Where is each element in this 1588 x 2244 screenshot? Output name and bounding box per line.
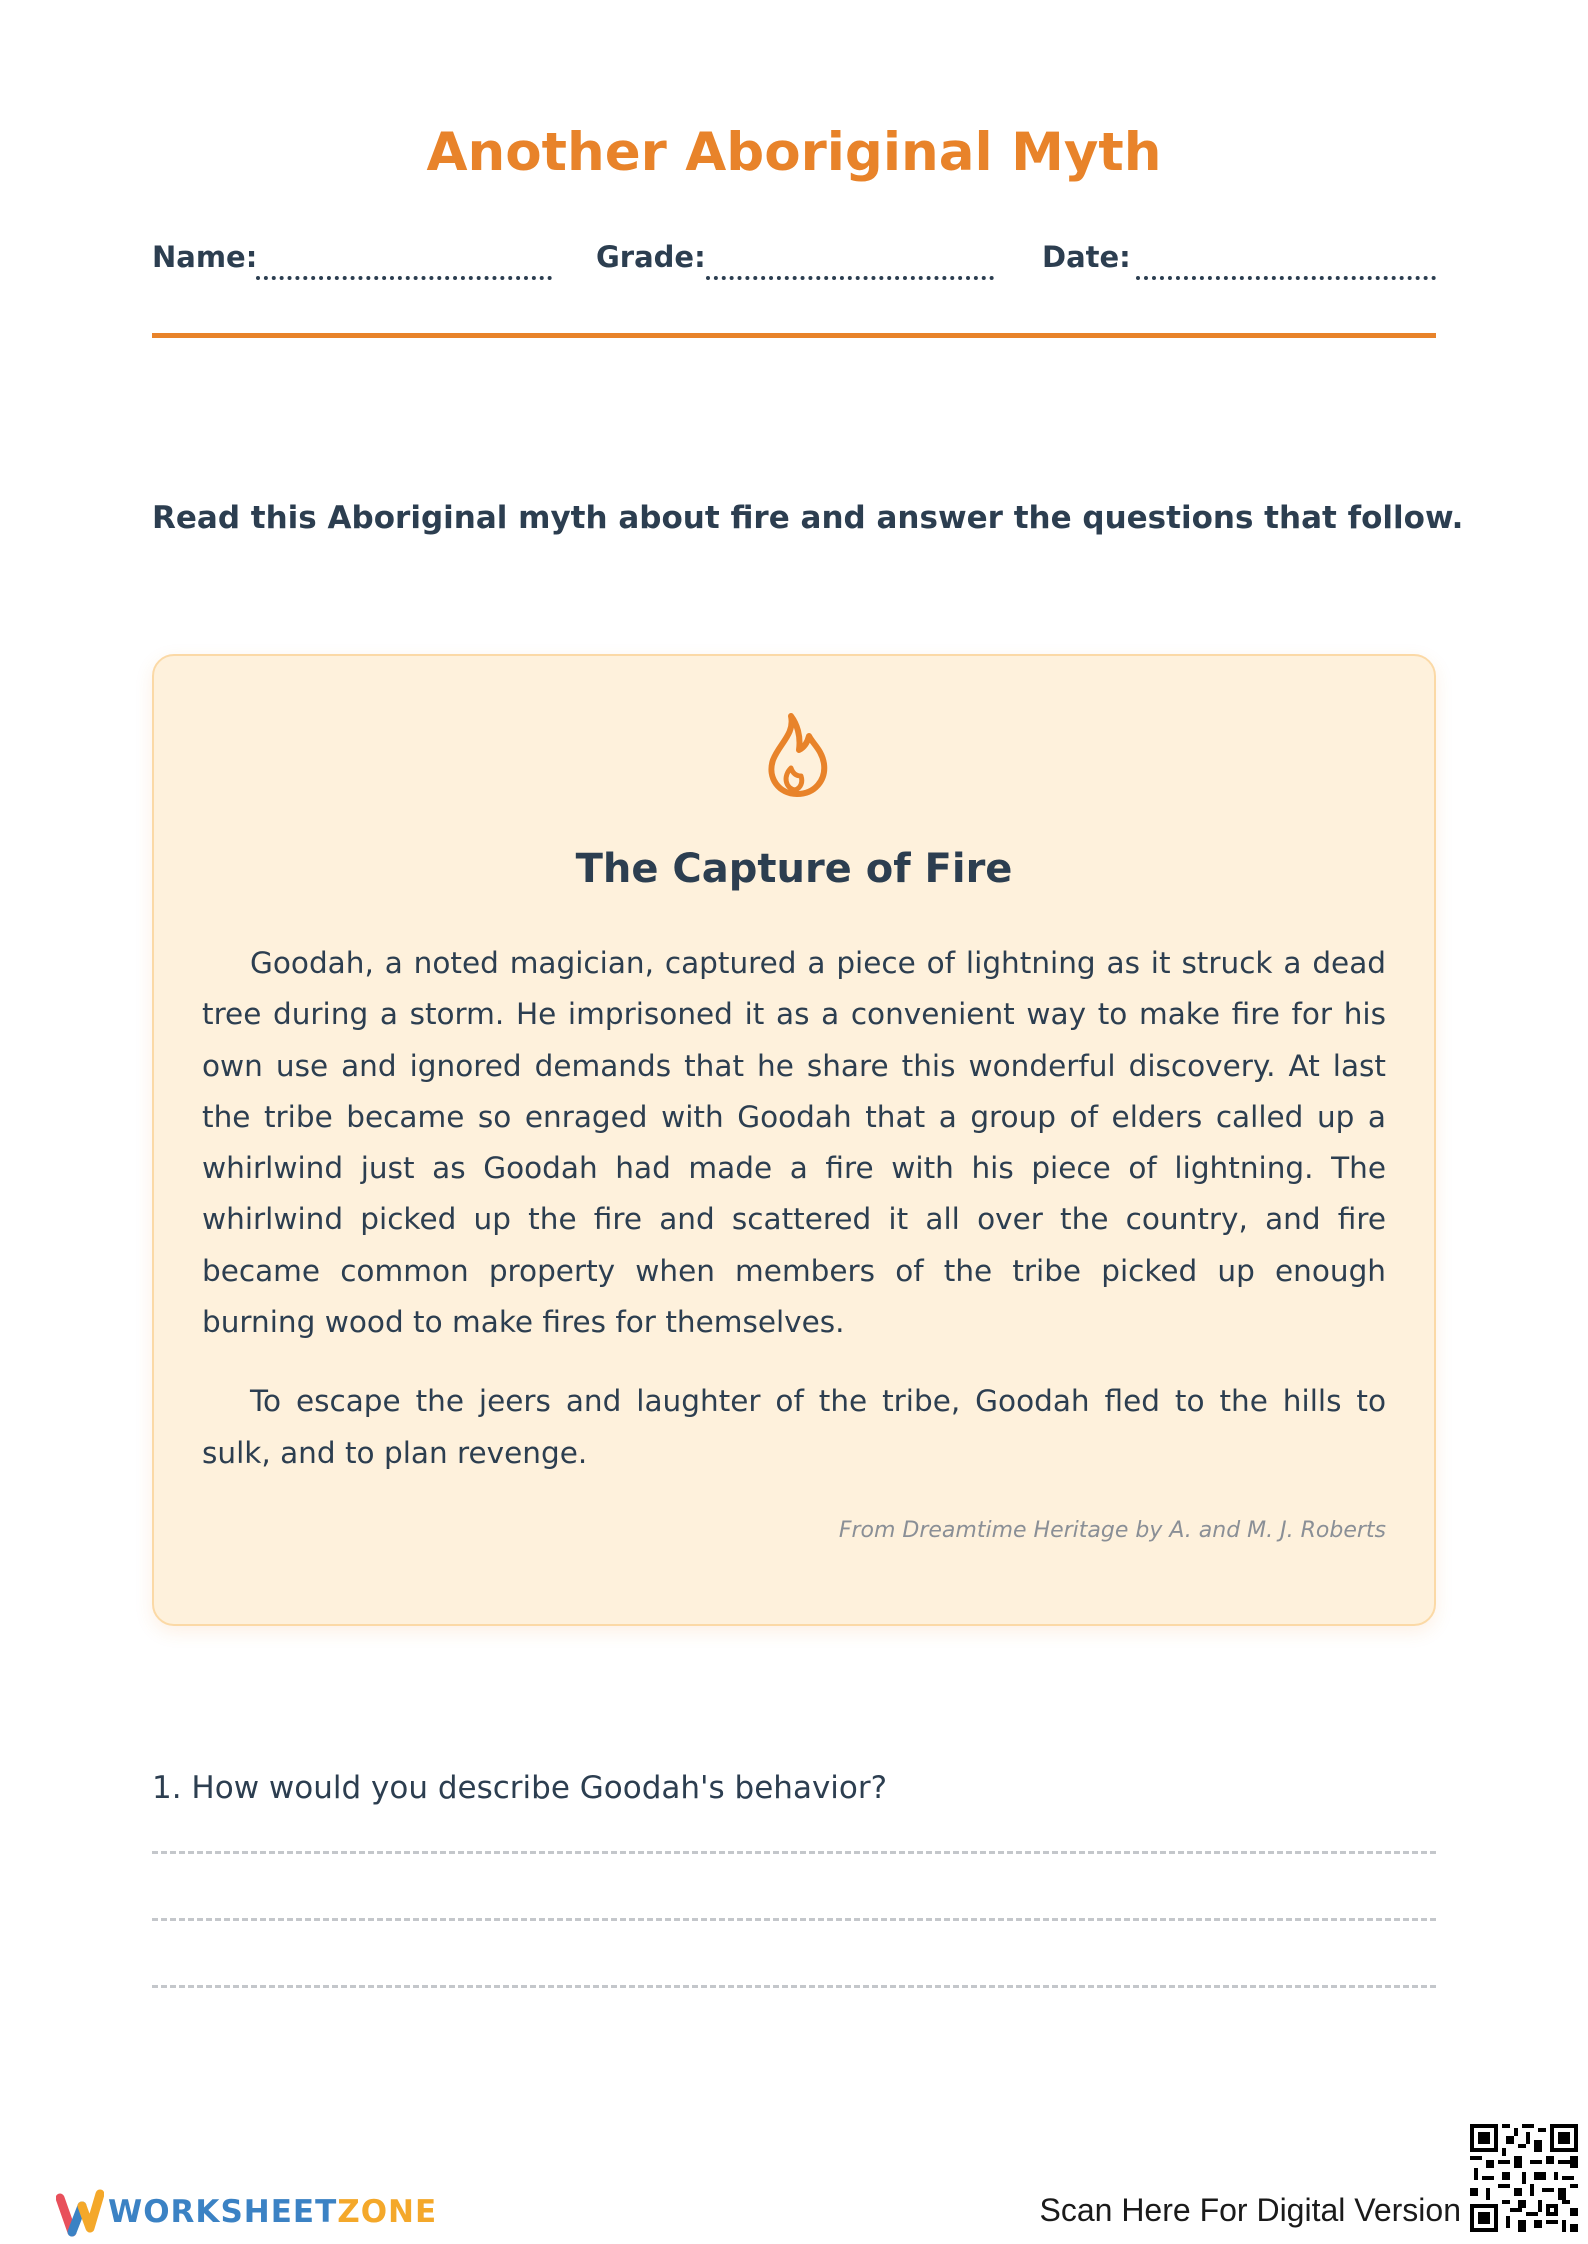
logo-text xyxy=(108,2194,437,2230)
date-blank-line[interactable] xyxy=(1136,276,1436,280)
story-box xyxy=(152,654,1436,1626)
answer-line[interactable] xyxy=(152,1985,1436,1988)
name-blank-line[interactable] xyxy=(256,276,552,280)
date-label: Date: xyxy=(1042,240,1131,274)
name-field[interactable] xyxy=(152,236,552,286)
story-paragraph: Goodah, a noted magician, captured a piece of lightning as it struck a dead tree during a storm. He imprisoned it as a convenient way to make fire for his own use and ignored demands that he share this wonderful discovery. At last the tribe became so enraged with Goodah that a group of elders called up a whirlwind just as Goodah had made a fire with his piece of lightning. The whirlwind picked up the fire and scattered it all over the country, and fire became common property when members of the tribe picked up enough burning wood to make fires for themselves. xyxy=(202,946,1386,1340)
answer-line[interactable] xyxy=(152,1918,1436,1921)
answer-line[interactable] xyxy=(152,1851,1436,1854)
instructions-text: Read this Aboriginal myth about fire and answer the questions that follow. xyxy=(152,500,1464,536)
question-1: 1. How would you describe Goodah's behavior? xyxy=(152,1770,888,1806)
logo-text-zone: ZONE xyxy=(337,2194,438,2230)
grade-blank-line[interactable] xyxy=(706,276,994,280)
header-divider xyxy=(152,333,1436,338)
fire-icon xyxy=(761,710,831,800)
worksheet-title: Another Aboriginal Myth xyxy=(426,122,1162,183)
story-title: The Capture of Fire xyxy=(575,846,1013,892)
logo-mark-icon xyxy=(56,2184,104,2240)
grade-field[interactable] xyxy=(596,236,996,286)
qr-code-icon[interactable] xyxy=(1470,2124,1578,2232)
story-source-citation: From Dreamtime Heritage by A. and M. J. Roberts xyxy=(838,1518,1386,1543)
name-label: Name: xyxy=(152,240,258,274)
story-text xyxy=(202,938,1386,1507)
worksheetzone-logo[interactable] xyxy=(56,2184,438,2240)
story-paragraph: To escape the jeers and laughter of the tribe, Goodah fled to the hills to sulk, and to plan revenge. xyxy=(202,1384,1386,1470)
grade-label: Grade: xyxy=(596,240,706,274)
scan-here-text: Scan Here For Digital Version xyxy=(1039,2192,1461,2228)
date-field[interactable] xyxy=(1042,236,1436,286)
student-info-row xyxy=(152,236,1436,286)
logo-text-worksheet: WORKSHEET xyxy=(108,2194,338,2230)
